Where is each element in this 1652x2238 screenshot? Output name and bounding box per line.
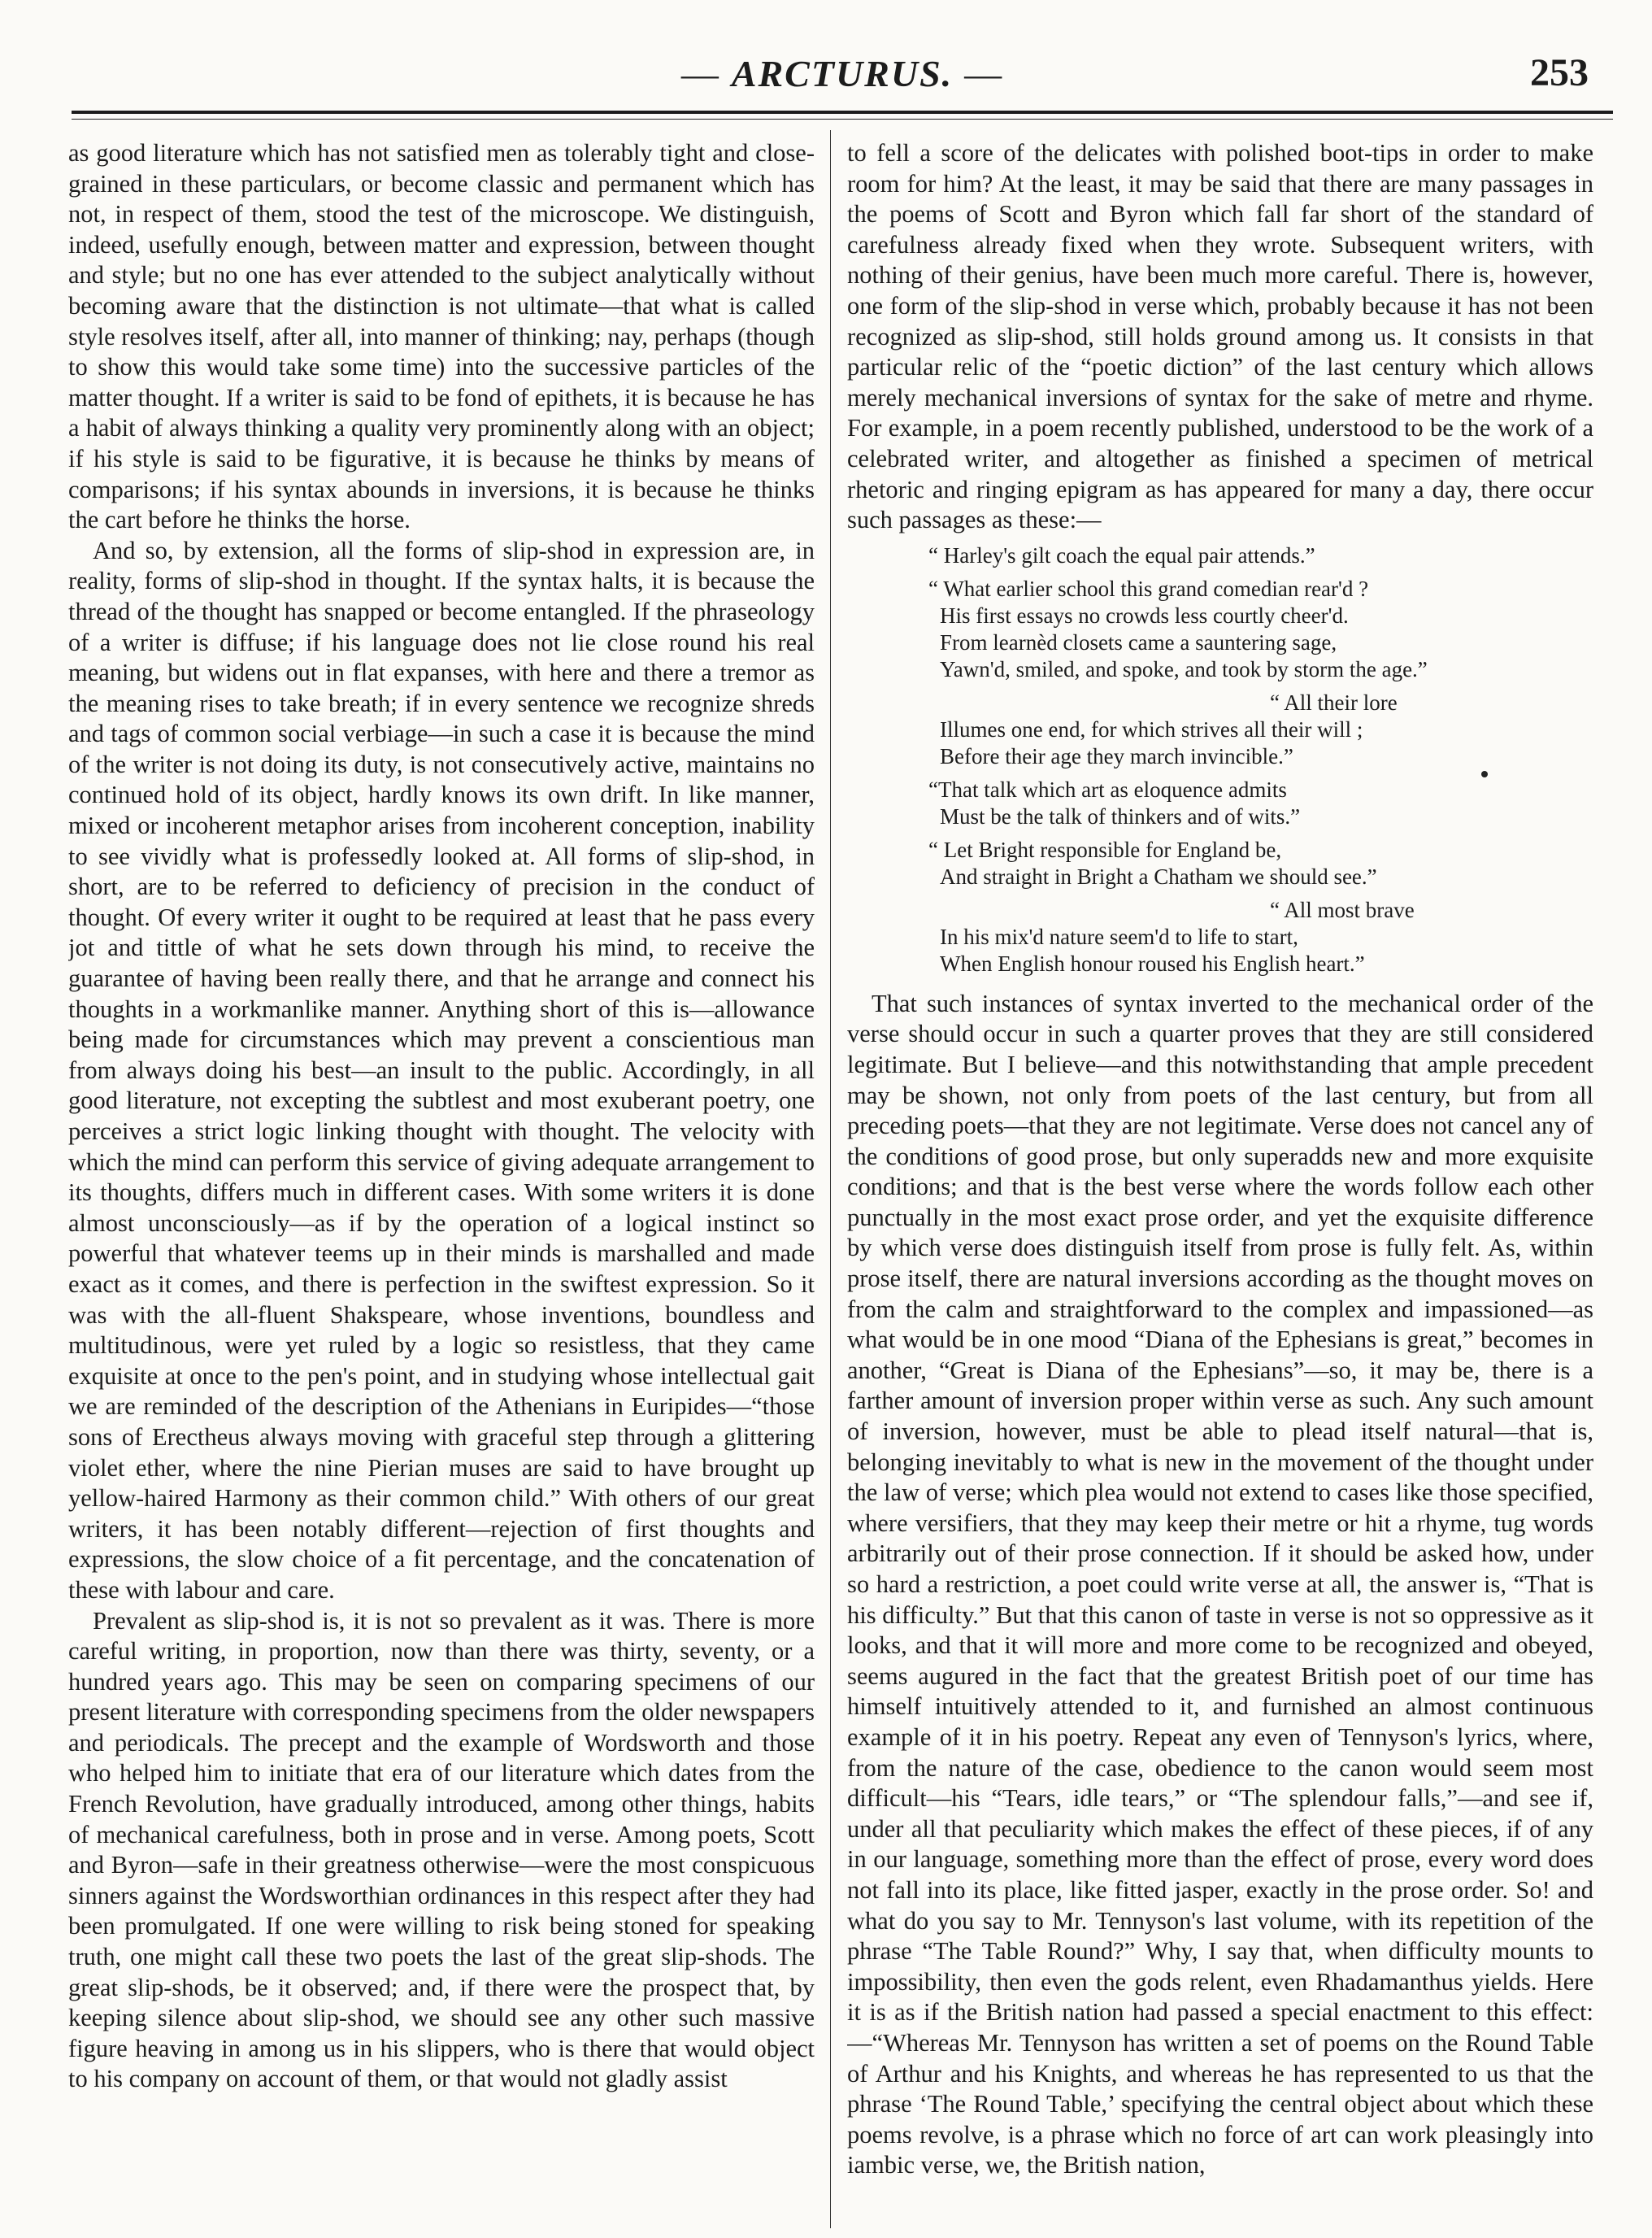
verse-line: And straight in Bright a Chatham we should see.” [940, 864, 1377, 889]
verse-line: “That talk which art as eloquence admits [928, 777, 1287, 802]
verse-line: “ What earlier school this grand comedian rear'd ? [928, 576, 1369, 601]
verse-line: Illumes one end, for which strives all their will ; [940, 716, 1363, 742]
running-title [72, 52, 1613, 95]
verse-stanza [847, 690, 1593, 770]
verse-line: From learnèd closets came a sauntering sage, [940, 629, 1337, 655]
verse-line: In his mix'd nature seem'd to life to start, [940, 924, 1298, 949]
column-divider [830, 130, 831, 2228]
journal-title: ARCTURUS. [731, 53, 954, 94]
left-paragraph-1: as good literature which has not satisfied men as tolerably tight and close-grained in these particulars, or become classic and permanent which has not, in respect of them, stood the test of the microscope. We distinguish, indeed, usefully enough, between matter and expression, between thought and style; but no one has ever attended to the subject analytically without becoming aware that the distinction is not ultimate—that what is called style resolves itself, after all, into manner of thinking; nay, perhaps (though to show this would take some time) into the successive particles of the matter thought. If a writer is said to be fond of epithets, it is because he has a habit of always thinking a quality very prominently along with an object; if his style is said to be figurative, it is because he thinks by means of comparisons; if his syntax abounds in inversions, it is because he thinks the cart before he thinks the horse. [68, 139, 815, 534]
verse-line: When English honour roused his English heart.” [940, 951, 1365, 976]
verse-stanza [847, 897, 1593, 977]
verse-stanza [847, 576, 1593, 683]
left-paragraph-2: And so, by extension, all the forms of slip-shod in expression are, in reality, forms of slip-shod in thought. If the syntax halts, it is because the thread of the thought has snapped or become entangled. If the phraseology of a writer is diffuse; if his language does not lie close round his real meaning, but widens out in flat expanses, with here and there a tremor as the meaning rises to take breath; if in every sentence we recognize shreds and tags of common social verbiage—in such a case it is because the mind of the writer is not doing its duty, is not consecutively active, maintains no continued hold of its object, hardly knows its own drift. In like manner, mixed or incoherent metaphor arises from incoherent conception, inability to see vividly what is professedly looked at. All forms of slip-shod, in short, are to be referred to deficiency of precision in the conduct of thought. Of every writer it ought to be required at least that he pass every jot and tittle of what he sets down through his mind, to receive the guarantee of having been really there, and that he arrange and connect his thoughts in a workmanlike manner. Anything short of this is—allowance being made for circumstances which may prevent a conscientious man from always doing his best—an insult to the public. Accordingly, in all good literature, not excepting the subtlest and most exuberant poetry, one perceives a strict logic linking thought with thought. The velocity with which the mind can perform this service of giving adequate arrangement to its thoughts, differs much in different cases. With some writers it is done almost unconsciously—as if by the operation of a logical instinct so powerful that whatever teems up in their minds is marshalled and made exact as it comes, and there is perfection in the swiftest expression. So it was with the all-fluent Shakspeare, whose inventions, boundless and multitudinous, were yet ruled by a logic so resistless, that they came exquisite at once to the pen's point, and in studying whose intellectual gait we are reminded of the description of the Athenians in Euripides—“those sons of Erectheus always moving with graceful step through a glittering violet ether, where the nine Pierian muses are said to have brought up yellow-haired Harmony as their common child.” With others of our great writers, it has been notably different—rejection of first thoughts and expressions, the slow choice of a fit percentage, and the concatenation of these with labour and care. [68, 536, 815, 1604]
verse-stanza [847, 542, 1593, 569]
verse-stanza [847, 837, 1593, 890]
header-rule-thick [72, 111, 1613, 114]
verse-line: Yawn'd, smiled, and spoke, and took by storm the age.” [940, 656, 1428, 681]
verse-line: “ All their lore [1270, 690, 1398, 715]
right-paragraph-2: That such instances of syntax inverted to the mechanical order of the verse should occur in such a quarter proves that they are still considered legitimate. But I believe—and this notwithstanding that ample precedent may be shown, not only from poets of the last century, but from all preceding poets—that they are not legitimate. Verse does not cancel any of the conditions of good prose, but only superadds new and more exquisite conditions; and that is the best verse where the words follow each other punctually in the most exact prose order, and yet the exquisite difference by which verse does distinguish itself from prose is fully felt. As, within prose itself, there are natural inversions according as the thought moves on from the calm and straightforward to the complex and impassioned—as what would be in one mood “Diana of the Ephesians is great,” becomes in another, “Great is Diana of the Ephesians”—so, it may be, there is a farther amount of inversion proper within verse as such. Any such amount of inversion, however, must be able to plead itself natural—that is, belonging inevitably to what is new in the movement of the thought under the law of verse; which plea would not extend to cases like those specified, where versifiers, that they may keep their metre or hit a rhyme, tug words arbitrarily out of their prose connection. If it should be asked how, under so hard a restriction, a poet could write verse at all, the answer is, “That is his difficulty.” But that this canon of taste in verse is not so oppressive as it looks, and that it will more and more come to be recognized and obeyed, seems augured in the fact that the greatest British poet of our time has himself intuitively attended to it, and furnished an almost continuous example of it in his poetry. Repeat any even of Tennyson's lyrics, where, from the nature of the case, obedience to the canon would seem most difficult—his “Tears, idle tears,” or “The splendour falls,”—and see if, under all that peculiarity which makes the effect of these pieces, if of any in our language, something more than the effect of prose, every word does not fall into its place, like fitted jasper, exactly in the prose order. So! and what do you say to Mr. Tennyson's last volume, with its repetition of the phrase “The Table Round?” Why, I say that, when difficulty mounts to impossibility, then even the gods relent, even Rhadamanthus yields. Here it is as if the British nation had passed a special enactment to this effect:—“Whereas Mr. Tennyson has written a set of poems on the Round Table of Arthur and his Knights, and whereas he has represented to us that the phrase ‘The Round Table,’ specifying the central object about which these poems revolve, is a phrase which no force of art can work pleasingly into iambic verse, we, the British nation, [847, 989, 1593, 2179]
verse-line: “ All most brave [1270, 897, 1415, 922]
title-dash-right: — [964, 53, 1004, 94]
header-rule-thin [72, 119, 1613, 120]
verse-stanza [847, 777, 1593, 830]
quoted-verse-block [847, 542, 1593, 977]
verse-line: Before their age they march invincible.” [940, 743, 1293, 768]
right-paragraph-1: to fell a score of the delicates with polished boot-tips in order to make room for him? At the least, it may be said that there are many passages in the poems of Scott and Byron which fall far short of the standard of carefulness already fixed when they wrote. Subsequent writers, with nothing of their genius, have been much more careful. There is, however, one form of the slip-shod in verse which, probably because it has not been recognized as slip-shod, still holds ground among us. It consists in that particular relic of the “poetic diction” of the last century which allows merely mechanical inversions of syntax for the sake of metre and rhyme. For example, in a poem recently published, understood to be the work of a celebrated writer, and altogether as finished a specimen of metrical rhetoric and ringing epigram as has appeared for many a day, there occur such passages as these:— [847, 139, 1593, 534]
page-number: 253 [1530, 51, 1589, 94]
left-column [68, 138, 815, 2228]
verse-line: “ Let Bright responsible for England be, [928, 837, 1282, 862]
ink-speck [1481, 771, 1488, 777]
title-dash-left: — [680, 53, 720, 94]
verse-line: Must be the talk of thinkers and of wits.” [940, 803, 1301, 829]
verse-line: His first essays no crowds less courtly cheer'd. [940, 603, 1349, 628]
page-header [72, 49, 1613, 106]
verse-line: “ Harley's gilt coach the equal pair attends.” [928, 542, 1315, 568]
left-paragraph-3: Prevalent as slip-shod is, it is not so prevalent as it was. There is more careful writing, in proportion, now than there was thirty, seventy, or a hundred years ago. This may be seen on comparing specimens of our present literature with corresponding specimens from the older newspapers and periodicals. The precept and the example of Wordsworth and those who helped him to initiate that era of our literature which dates from the French Revolution, have gradually introduced, among other things, habits of mechanical carefulness, both in prose and in verse. Among poets, Scott and Byron—safe in their greatness otherwise—were the most conspicuous sinners against the Wordsworthian ordinances in this respect after they had been promulgated. If one were willing to risk being stoned for speaking truth, one might call these two poets the last of the great slip-shods. The great slip-shods, be it observed; and, if there were the prospect that, by keeping silence about slip-shod, we should see any other such massive figure heaving in among us in his slippers, who is there that would object to his company on account of them, or that would not gladly assist [68, 1606, 815, 2093]
right-column [847, 138, 1593, 2228]
